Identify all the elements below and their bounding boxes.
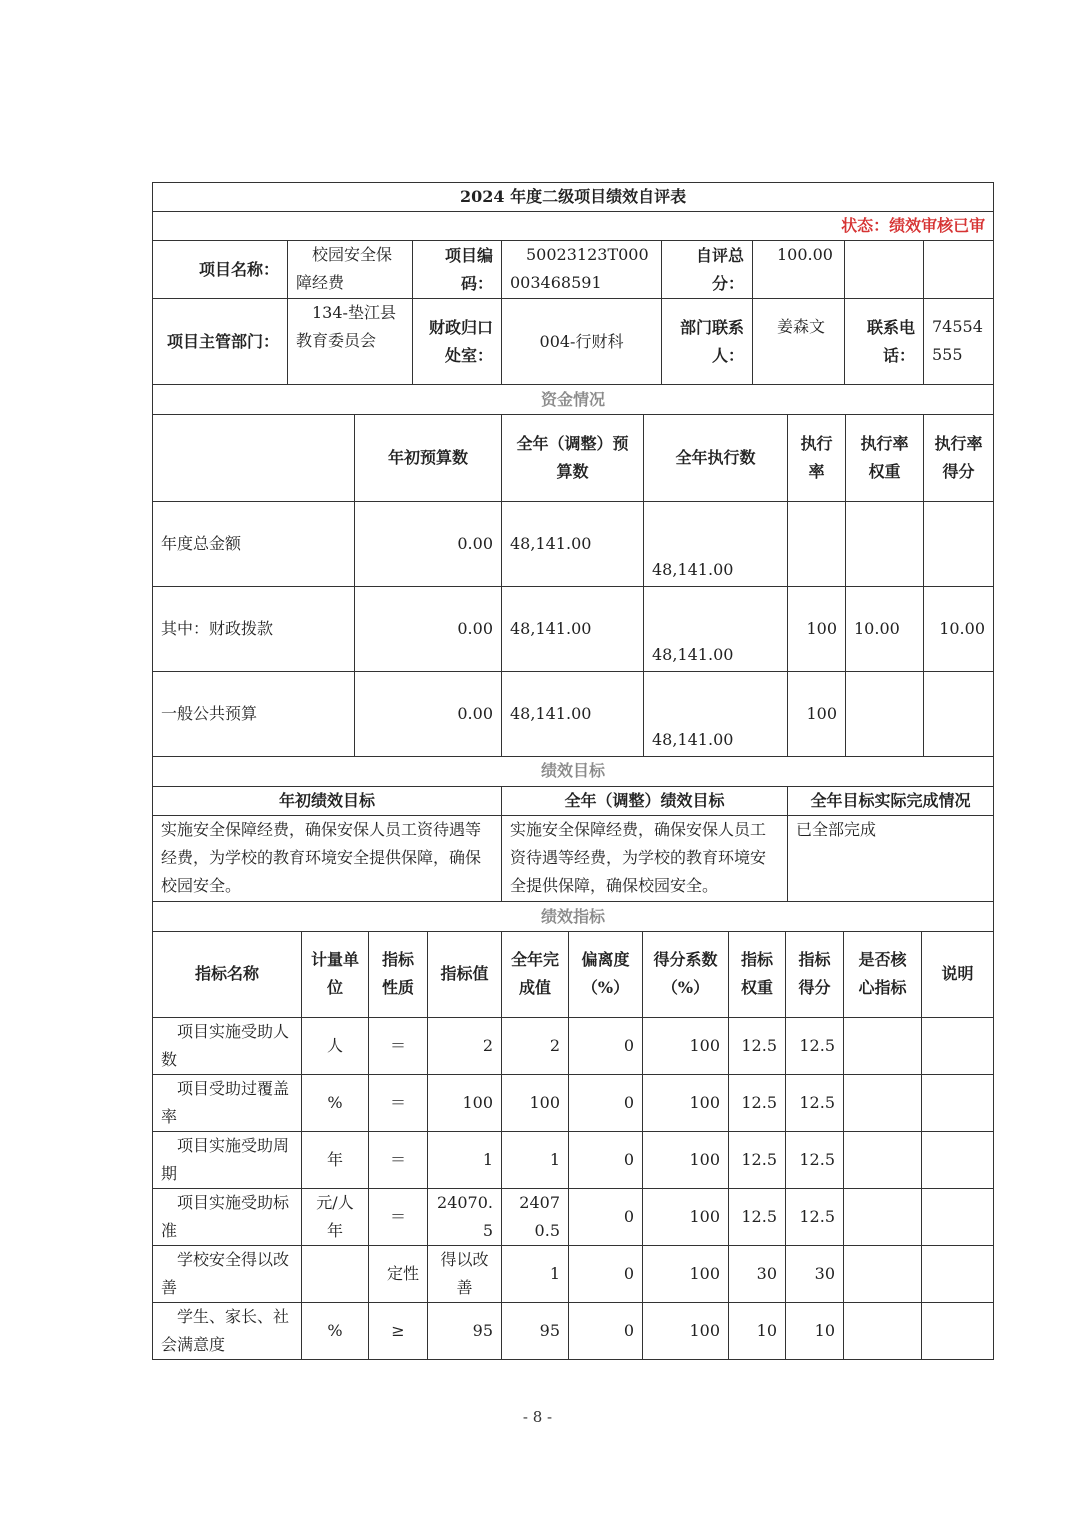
funds-row-name: 年度总金额 xyxy=(153,501,355,586)
funds-header-initial: 年初预算数 xyxy=(355,415,502,501)
funds-row-adjusted: 48,141.00 xyxy=(502,671,644,756)
indicator-nature: ＝ xyxy=(369,1074,428,1131)
project-code-value: 50023123T000003468591 xyxy=(502,241,662,299)
funds-table xyxy=(152,415,994,757)
goals-header-actual: 全年目标实际完成情况 xyxy=(788,787,994,816)
funds-row-rate: 100 xyxy=(788,586,846,671)
indicator-coef: 100 xyxy=(643,1017,729,1074)
funds-header-adjusted: 全年（调整）预算数 xyxy=(502,415,644,501)
funds-header-blank xyxy=(153,415,355,501)
funds-row-initial: 0.00 xyxy=(355,501,502,586)
indicator-unit: 人 xyxy=(302,1017,369,1074)
goals-section-heading: 绩效目标 xyxy=(153,757,994,787)
indicator-core xyxy=(844,1131,922,1188)
indicator-deviation: 0 xyxy=(569,1074,643,1131)
indicator-name: 项目实施受助人数 xyxy=(153,1017,302,1074)
indicator-note xyxy=(922,1188,994,1245)
contact-value: 姜森文 xyxy=(753,299,845,385)
funds-row-score: 10.00 xyxy=(924,586,994,671)
indicator-coef: 100 xyxy=(643,1302,729,1359)
funds-header-executed: 全年执行数 xyxy=(644,415,788,501)
goals-table xyxy=(152,757,994,933)
funds-section-heading: 资金情况 xyxy=(153,385,994,415)
funds-header-score: 执行率得分 xyxy=(924,415,994,501)
indicator-note xyxy=(922,1074,994,1131)
funds-row-score xyxy=(924,501,994,586)
funds-row xyxy=(153,501,994,586)
project-name-label: 项目名称： xyxy=(153,241,288,299)
indicator-core xyxy=(844,1188,922,1245)
indicator-actual: 1 xyxy=(502,1245,569,1302)
indicator-unit xyxy=(302,1245,369,1302)
indicator-name: 学校安全得以改善 xyxy=(153,1245,302,1302)
indicator-score: 12.5 xyxy=(786,1074,844,1131)
funds-row-weight: 10.00 xyxy=(846,586,924,671)
indicator-weight: 12.5 xyxy=(729,1017,786,1074)
indicators-section-heading: 绩效指标 xyxy=(153,902,994,932)
indicator-name: 学生、家长、社会满意度 xyxy=(153,1302,302,1359)
indicators-header-unit: 计量单位 xyxy=(302,932,369,1017)
indicators-table xyxy=(152,932,994,1360)
indicator-nature: ＝ xyxy=(369,1017,428,1074)
empty-cell xyxy=(924,241,994,299)
indicators-header-core: 是否核心指标 xyxy=(844,932,922,1017)
indicator-coef: 100 xyxy=(643,1188,729,1245)
indicator-target: 24070.5 xyxy=(428,1188,502,1245)
indicators-header-score: 指标得分 xyxy=(786,932,844,1017)
indicators-header-target: 指标值 xyxy=(428,932,502,1017)
indicator-weight: 30 xyxy=(729,1245,786,1302)
indicator-target: 2 xyxy=(428,1017,502,1074)
indicator-actual: 100 xyxy=(502,1074,569,1131)
indicator-deviation: 0 xyxy=(569,1131,643,1188)
indicator-weight: 12.5 xyxy=(729,1188,786,1245)
indicator-nature: 定性 xyxy=(369,1245,428,1302)
indicator-actual: 2 xyxy=(502,1017,569,1074)
funds-row-executed: 48,141.00 xyxy=(644,501,788,586)
indicator-nature: ＝ xyxy=(369,1188,428,1245)
indicator-deviation: 0 xyxy=(569,1302,643,1359)
indicator-weight: 12.5 xyxy=(729,1074,786,1131)
score-value: 100.00 xyxy=(753,241,845,299)
indicator-deviation: 0 xyxy=(569,1188,643,1245)
funds-row xyxy=(153,586,994,671)
indicator-actual: 95 xyxy=(502,1302,569,1359)
empty-cell xyxy=(845,241,924,299)
indicators-header-name: 指标名称 xyxy=(153,932,302,1017)
indicator-actual: 1 xyxy=(502,1131,569,1188)
indicator-row xyxy=(153,1188,994,1245)
indicator-note xyxy=(922,1245,994,1302)
dept-label: 项目主管部门： xyxy=(153,299,288,385)
indicator-coef: 100 xyxy=(643,1131,729,1188)
indicator-name: 项目实施受助周期 xyxy=(153,1131,302,1188)
goals-header-initial: 年初绩效目标 xyxy=(153,787,502,816)
indicator-score: 10 xyxy=(786,1302,844,1359)
contact-label: 部门联系人： xyxy=(662,299,753,385)
indicator-core xyxy=(844,1074,922,1131)
indicator-score: 12.5 xyxy=(786,1017,844,1074)
indicator-note xyxy=(922,1131,994,1188)
phone-label: 联系电话： xyxy=(845,299,924,385)
funds-row-adjusted: 48,141.00 xyxy=(502,586,644,671)
goal-initial-text: 实施安全保障经费，确保安保人员工资待遇等经费，为学校的教育环境安全提供保障，确保校园安全。 xyxy=(153,816,502,902)
indicator-weight: 12.5 xyxy=(729,1131,786,1188)
indicator-name: 项目实施受助标准 xyxy=(153,1188,302,1245)
phone-value: 74554555 xyxy=(924,299,994,385)
funds-row-initial: 0.00 xyxy=(355,671,502,756)
indicators-header-note: 说明 xyxy=(922,932,994,1017)
funds-row-executed: 48,141.00 xyxy=(644,671,788,756)
funds-row-executed: 48,141.00 xyxy=(644,586,788,671)
indicator-unit: % xyxy=(302,1302,369,1359)
project-code-label: 项目编码： xyxy=(413,241,502,299)
goal-actual-text: 已全部完成 xyxy=(788,816,994,902)
evaluation-form xyxy=(152,182,993,1360)
form-title: 2024 年度二级项目绩效自评表 xyxy=(153,183,994,212)
indicator-row xyxy=(153,1245,994,1302)
indicator-score: 12.5 xyxy=(786,1131,844,1188)
indicator-row xyxy=(153,1017,994,1074)
funds-row-weight xyxy=(846,501,924,586)
funds-row-name: 其中：财政拨款 xyxy=(153,586,355,671)
indicator-target: 得以改善 xyxy=(428,1245,502,1302)
indicator-core xyxy=(844,1245,922,1302)
indicator-coef: 100 xyxy=(643,1245,729,1302)
indicator-actual: 24070.5 xyxy=(502,1188,569,1245)
funds-row-rate xyxy=(788,501,846,586)
indicator-core xyxy=(844,1017,922,1074)
funds-row xyxy=(153,671,994,756)
indicators-header-weight: 指标权重 xyxy=(729,932,786,1017)
header-table xyxy=(152,182,994,415)
funds-row-score xyxy=(924,671,994,756)
indicator-note xyxy=(922,1017,994,1074)
indicators-header-nature: 指标性质 xyxy=(369,932,428,1017)
score-label: 自评总分： xyxy=(662,241,753,299)
indicator-name: 项目受助过覆盖率 xyxy=(153,1074,302,1131)
indicator-note xyxy=(922,1302,994,1359)
indicators-header-coef: 得分系数（%） xyxy=(643,932,729,1017)
funds-row-name: 一般公共预算 xyxy=(153,671,355,756)
indicator-coef: 100 xyxy=(643,1074,729,1131)
indicator-score: 12.5 xyxy=(786,1188,844,1245)
indicator-target: 100 xyxy=(428,1074,502,1131)
funds-row-rate: 100 xyxy=(788,671,846,756)
indicator-weight: 10 xyxy=(729,1302,786,1359)
funds-row-weight xyxy=(846,671,924,756)
indicator-nature: ＝ xyxy=(369,1131,428,1188)
indicator-score: 30 xyxy=(786,1245,844,1302)
funds-row-adjusted: 48,141.00 xyxy=(502,501,644,586)
indicator-target: 1 xyxy=(428,1131,502,1188)
indicator-deviation: 0 xyxy=(569,1017,643,1074)
page-number: - 8 - xyxy=(522,1408,553,1426)
status-badge: 状态：绩效审核已审 xyxy=(153,212,994,241)
indicators-header-deviation: 偏离度（%） xyxy=(569,932,643,1017)
dept-value: 134-垫江县教育委员会 xyxy=(288,299,413,385)
project-name-value: 校园安全保障经费 xyxy=(288,241,413,299)
funds-header-weight: 执行率权重 xyxy=(846,415,924,501)
finance-value: 004-行财科 xyxy=(502,299,662,385)
goals-header-adjusted: 全年（调整）绩效目标 xyxy=(502,787,788,816)
indicator-unit: 元/人年 xyxy=(302,1188,369,1245)
indicator-core xyxy=(844,1302,922,1359)
indicators-header-actual: 全年完成值 xyxy=(502,932,569,1017)
indicator-unit: % xyxy=(302,1074,369,1131)
funds-row-initial: 0.00 xyxy=(355,586,502,671)
indicator-deviation: 0 xyxy=(569,1245,643,1302)
indicator-target: 95 xyxy=(428,1302,502,1359)
indicator-row xyxy=(153,1302,994,1359)
indicator-row xyxy=(153,1074,994,1131)
finance-label: 财政归口处室： xyxy=(413,299,502,385)
indicator-row xyxy=(153,1131,994,1188)
indicator-unit: 年 xyxy=(302,1131,369,1188)
indicator-nature: ≥ xyxy=(369,1302,428,1359)
funds-header-rate: 执行率 xyxy=(788,415,846,501)
goal-adjusted-text: 实施安全保障经费，确保安保人员工资待遇等经费，为学校的教育环境安全提供保障，确保校园安全。 xyxy=(502,816,788,902)
